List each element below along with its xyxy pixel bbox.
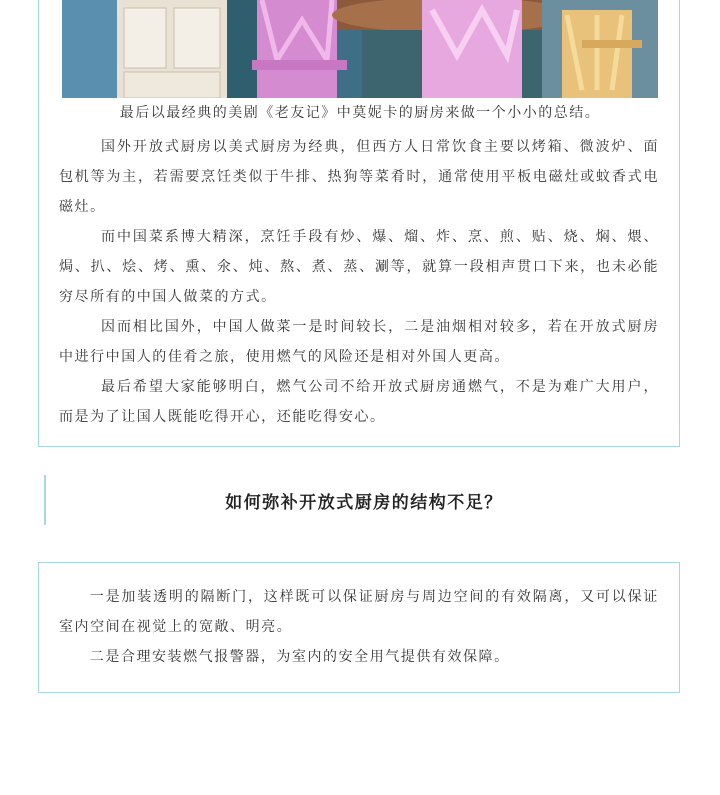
kitchen-photo [62, 0, 658, 98]
paragraph: 国外开放式厨房以美式厨房为经典，但西方人日常饮食主要以烤箱、微波炉、面包机等为主，若需要烹饪类似于牛排、热狗等菜肴时，通常使用平板电磁灶或蚊香式电磁灶。 [59, 139, 659, 215]
article-body-top [59, 132, 659, 432]
paragraph: 一是加装透明的隔断门，这样既可以保证厨房与周边空间的有效隔离，又可以保证室内空间在视觉上的宽敞、明亮。 [59, 589, 659, 635]
section-heading-block [44, 475, 682, 525]
photo-caption: 最后以最经典的美剧《老友记》中莫妮卡的厨房来做一个小小的总结。 [119, 105, 601, 121]
paragraph: 二是合理安装燃气报警器，为室内的安全用气提供有效保障。 [89, 649, 510, 665]
paragraph: 最后希望大家能够明白，燃气公司不给开放式厨房通燃气，不是为难广大用户，而是为了让国人既能吃得开心，还能吃得安心。 [59, 379, 659, 425]
paragraph: 而中国菜系博大精深，烹饪手段有炒、爆、熘、炸、烹、煎、贴、烧、焖、煨、焗、扒、烩、烤、熏、氽、炖、熬、煮、蒸、涮等，就算一段相声贯口下来，也未必能穷尽所有的中国人做菜的方式。 [59, 229, 659, 305]
section-heading: 如何弥补开放式厨房的结构不足？ [225, 493, 503, 513]
paragraph: 因而相比国外，中国人做菜一是时间较长，二是油烟相对较多，若在开放式厨房中进行中国人的佳肴之旅，使用燃气的风险还是相对外国人更高。 [59, 319, 659, 365]
article-body-bottom [59, 582, 659, 672]
